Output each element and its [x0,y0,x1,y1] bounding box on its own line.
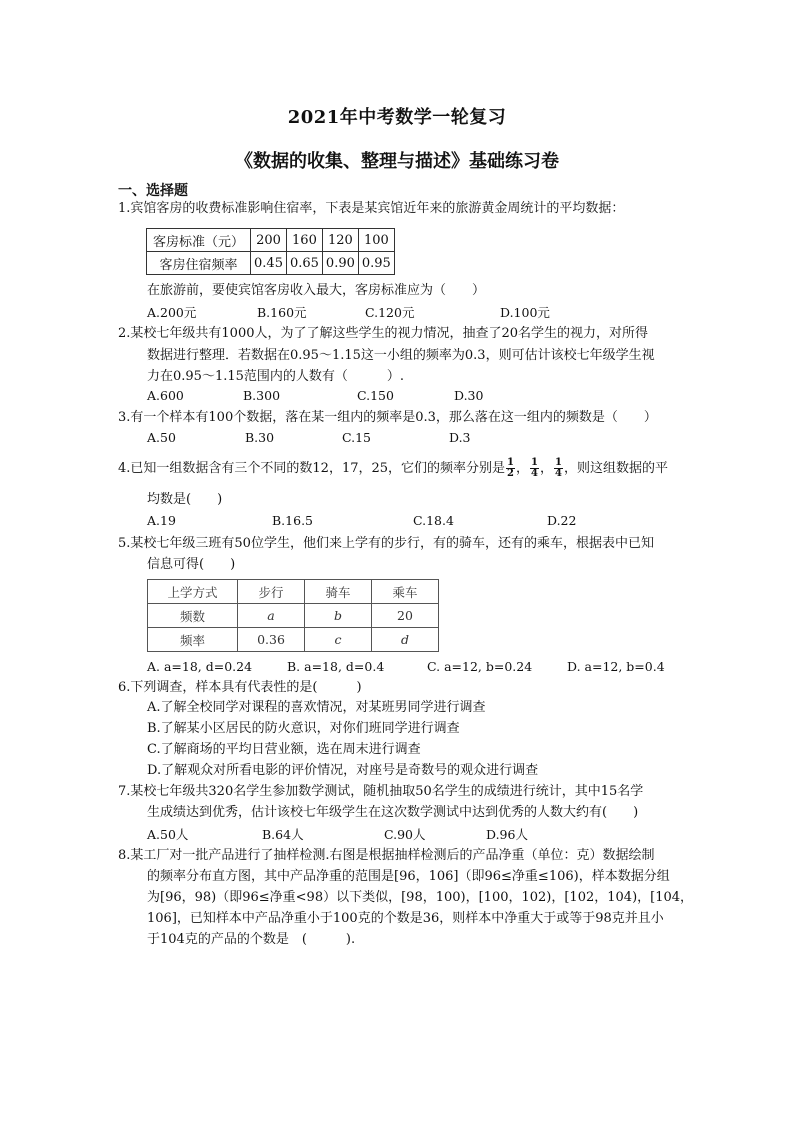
question-2-line: 力在0.95～1.15范围内的人数有（ ）. [147,369,405,384]
question-5-line: 信息可得( ) [147,557,236,572]
option-a: A.19 [147,513,176,528]
question-2-line: 2.某校七年级共有1000人，为了了解这些学生的视力情况，抽查了20名学生的视力，对所得 [118,326,649,341]
option-b: B.300 [243,388,281,403]
option-c: C.90人 [384,827,426,842]
question-6-line: 6.下列调查，样本具有代表性的是( ) [118,680,362,695]
option-a: A.50人 [147,827,189,842]
question-4-text: ，则这组数据的平 [563,461,668,476]
option-d: D.30 [454,388,484,403]
table-row-label: 客房住宿频率 [147,252,251,275]
table-cell: 200 [251,229,287,252]
table-header: 乘车 [372,580,439,604]
question-7-line: 7.某校七年级共320名学生参加数学测试，随机抽取50名学生的成绩进行统计，其中15名学 [118,784,644,799]
table-cell: 100 [358,229,394,252]
question-2-line: 数据进行整理．若数据在0.95～1.15这一小组的频率为0.3，则可估计该校七年级学生视 [147,348,655,363]
table-cell: 0.65 [286,252,322,275]
table-cell: a [238,604,305,628]
table-cell: 120 [322,229,358,252]
table-cell: 0.90 [322,252,358,275]
table-cell: 0.45 [251,252,287,275]
table-cell: 0.95 [358,252,394,275]
page-title: 2021年中考数学一轮复习 [287,107,507,128]
question-7-line: 生成绩达到优秀，估计该校七年级学生在这次数学测试中达到优秀的人数大约有( ) [147,805,639,820]
option-b: B. a=18, d=0.4 [287,659,385,674]
table-header: 步行 [238,580,305,604]
option-b: B.30 [245,430,275,445]
question-1-text: 在旅游前，要使宾馆客房收入最大，客房标准应为（ ） [147,283,486,298]
option-a: A.了解全校同学对课程的喜欢情况，对某班男同学进行调查 [147,700,486,715]
table-cell: 频数 [148,604,238,628]
fraction: $\frac{1}{4}$ [555,457,562,479]
table-cell: 0.36 [238,628,305,652]
question-8-line: 于104克的产品的个数是 ( ). [147,932,356,947]
question-4-line: 4.已知一组数据含有三个不同的数12，17，25，它们的频率分别是 $\frac{1}{2}$ ， $\frac{1}{4}$ ， $\frac{1}{4}$ ，则这组数据的平 [118,457,668,479]
option-d: D. a=12, b=0.4 [567,659,665,674]
option-c: C. a=12, b=0.24 [427,659,533,674]
option-d: D.96人 [486,827,528,842]
table-header: 上学方式 [148,580,238,604]
option-a: A.200元 [147,305,197,320]
option-b: B.16.5 [272,513,313,528]
table-cell: c [305,628,372,652]
question-1-stem: 1.宾馆客房的收费标准影响住宿率，下表是某宾馆近年来的旅游黄金周统计的平均数据： [118,201,625,216]
option-c: C.150 [357,388,394,403]
fraction: $\frac{1}{4}$ [531,457,538,479]
question-8-line: 的频率分布直方图，其中产品净重的范围是[96，106]（即96≤净重≤106)，样本数据分组 [147,869,670,884]
table-row-label: 客房标准（元） [147,229,251,252]
table-cell: b [305,604,372,628]
option-c: C.15 [342,430,371,445]
question-8-line: 8.某工厂对一批产品进行了抽样检测.右图是根据抽样检测后的产品净重（单位：克）数据绘制 [118,848,655,863]
question-5-line: 5.某校七年级三班有50位学生，他们来上学有的步行，有的骑车，还有的乘车，根据表中已知 [118,536,654,551]
page-subtitle: 《数据的收集、整理与描述》基础练习卷 [235,151,559,172]
question-8-line: 为[96，98)（即96≤净重<98）以下类似，[98，100)，[100，102)，[102，104)，[104， [147,890,694,905]
option-b: B.64人 [262,827,304,842]
table-header: 骑车 [305,580,372,604]
option-a: A. a=18, d=0.24 [147,659,253,674]
table-cell: 频率 [148,628,238,652]
option-d: D.22 [547,513,577,528]
option-a: A.50 [147,430,176,445]
room-rate-table [146,228,395,275]
option-a: A.600 [147,388,184,403]
table-cell: 160 [286,229,322,252]
section-heading: 一、选择题 [118,183,188,199]
question-8-line: 106]，已知样本中产品净重小于100克的个数是36，则样本中净重大于或等于98克并且小 [147,911,664,926]
option-c: C.了解商场的平均日营业额，选在周末进行调查 [147,742,421,757]
question-4-line: 均数是( ) [147,492,223,507]
option-d: D.3 [449,430,471,445]
option-b: B.160元 [257,305,307,320]
table-cell: 20 [372,604,439,628]
fraction: $\frac{1}{2}$ [507,457,514,479]
option-c: C.120元 [365,305,415,320]
option-d: D.了解观众对所看电影的评价情况，对座号是奇数号的观众进行调查 [147,763,539,778]
commute-table [147,579,439,652]
question-3-line: 3.有一个样本有100个数据，落在某一组内的频率是0.3，那么落在这一组内的频数是（ ） [118,410,657,425]
table-cell: d [372,628,439,652]
option-c: C.18.4 [413,513,454,528]
option-b: B.了解某小区居民的防火意识，对你们班同学进行调查 [147,721,460,736]
question-4-text: 4.已知一组数据含有三个不同的数12，17，25，它们的频率分别是 [118,461,506,476]
option-d: D.100元 [500,305,550,320]
